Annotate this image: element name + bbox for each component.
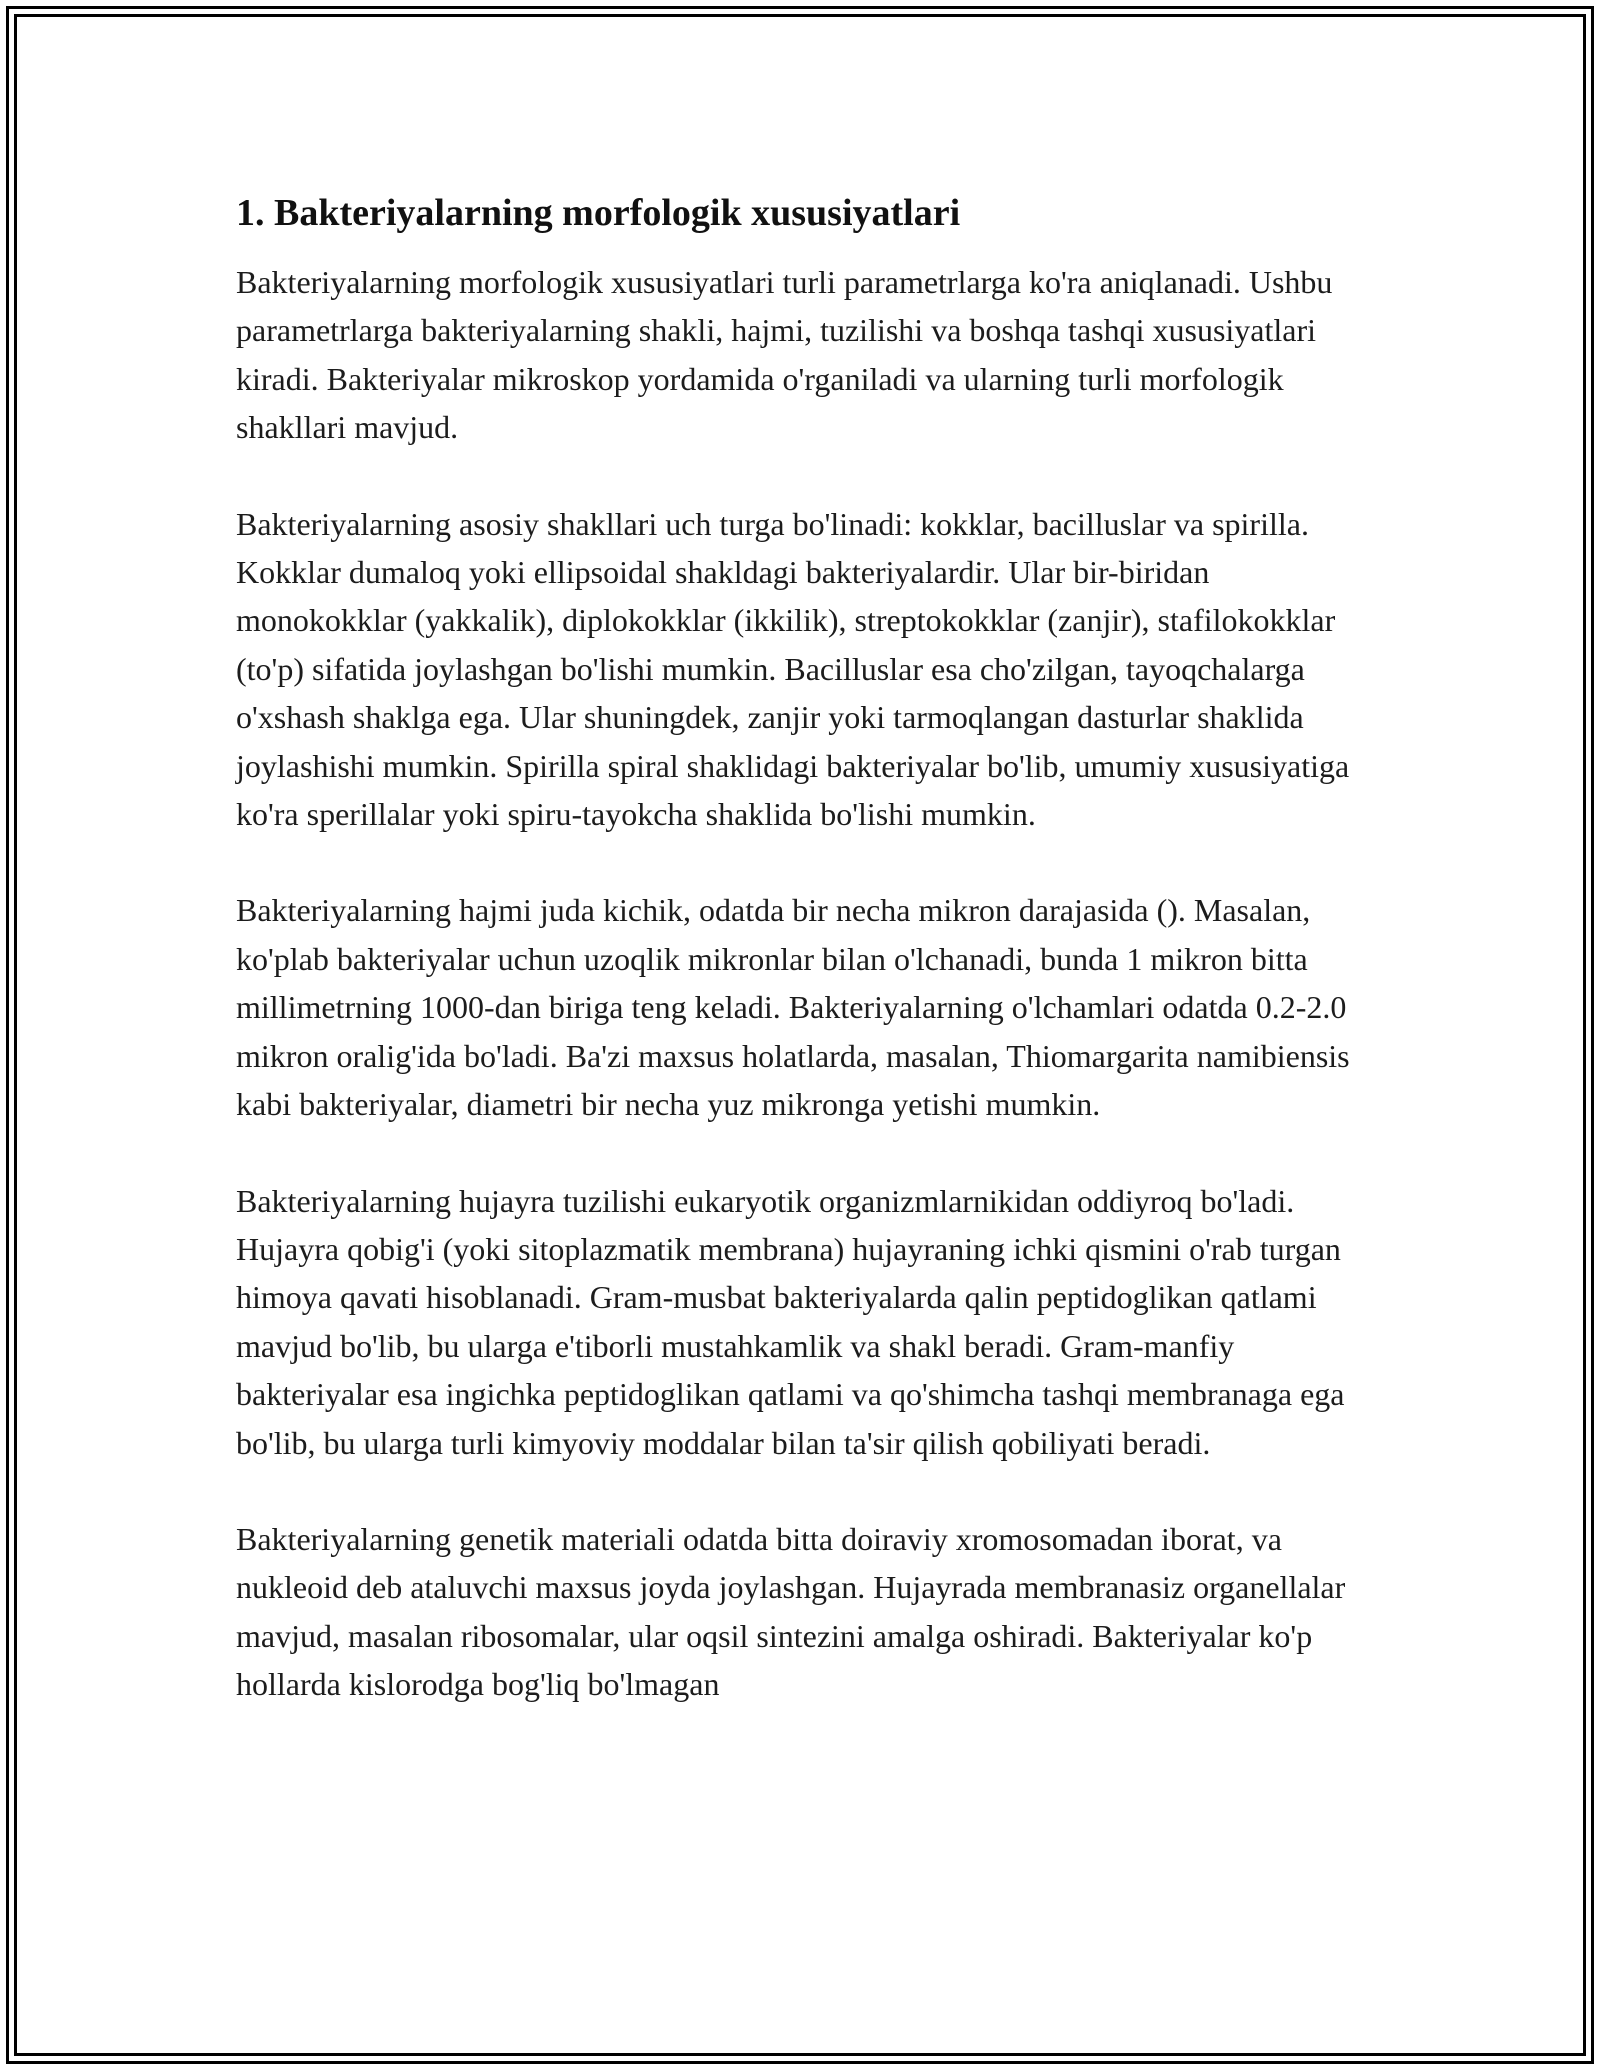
paragraph-morphology-intro: Bakteriyalarning morfologik xususiyatlari turli parametrlarga ko'ra aniqlanadi. Ushbu parametrlarga bakteriyalarning shakli, hajmi, tuzilishi va boshqa tashqi xususiyatlari kiradi. Bakteriyalar mikroskop yordamida o'rganiladi va ularning turli morfologik shakllari mavjud. <box>236 264 1333 446</box>
paragraph-genetic-material: Bakteriyalarning genetik materiali odatda bitta doiraviy xromosomadan iborat, va nukleoid deb ataluvchi maxsus joyda joylashgan. Hujayrada membranasiz organellalar mavjud, masalan ribosomalar, ular oqsil sintezini amalga oshiradi. Bakteriyalar ko'p hollarda kislorodga bog'liq bo'lmagan <box>236 1520 1346 1703</box>
paragraph-size: Bakteriyalarning hajmi juda kichik, odatda bir necha mikron darajasida (). Masalan, ko'plab bakteriyalar uchun uzoqlik mikronlar bilan o'lchanadi, bunda 1 mikron bitta millimetrning 1000-dan biriga teng keladi. Bakteriyalarning o'lchamlari odatda 0.2-2.0 mikron oralig'ida bo'ladi. Ba'zi maxsus holatlarda, masalan, Thiomargarita namibiensis kabi bakteriyalar, diametri bir necha yuz mikronga yetishi mumkin. <box>236 892 1350 1123</box>
section-heading: 1. Bakteriyalarning morfologik xususiyatlari <box>236 192 961 234</box>
document-body <box>236 188 1366 1757</box>
paragraph-cell-structure: Bakteriyalarning hujayra tuzilishi eukaryotik organizmlarnikidan oddiyroq bo'ladi. Hujayra qobig'i (yoki sitoplazmatik membrana) hujayraning ichki qismini o'rab turgan himoya qavati hisoblanadi. Gram-musbat bakteriyalarda qalin peptidoglikan qatlami mavjud bo'lib, bu ularga e'tiborli mustahkamlik va shakl beradi. Gram-manfiy bakteriyalar esa ingichka peptidoglikan qatlami va qo'shimcha tashqi membranaga ega bo'lib, bu ularga turli kimyoviy moddalar bilan ta'sir qilish qobiliyati beradi. <box>236 1182 1345 1461</box>
paragraph-shapes: Bakteriyalarning asosiy shakllari uch turga bo'linadi: kokklar, bacilluslar va spirilla. Kokklar dumaloq yoki ellipsoidal shakldagi bakteriyalardir. Ular bir-biridan monokokklar (yakkalik), diplokokklar (ikkilik), streptokokklar (zanjir), stafilokokklar (to'p) sifatida joylashgan bo'lishi mumkin. Bacilluslar esa cho'zilgan, tayoqchalarga o'xshash shaklga ega. Ular shuningdek, zanjir yoki tarmoqlangan dasturlar shaklida joylashishi mumkin. Spirilla spiral shaklidagi bakteriyalar bo'lib, umumiy xususiyatiga ko'ra sperillalar yoki spiru-tayokcha shaklida bo'lishi mumkin. <box>236 505 1350 833</box>
